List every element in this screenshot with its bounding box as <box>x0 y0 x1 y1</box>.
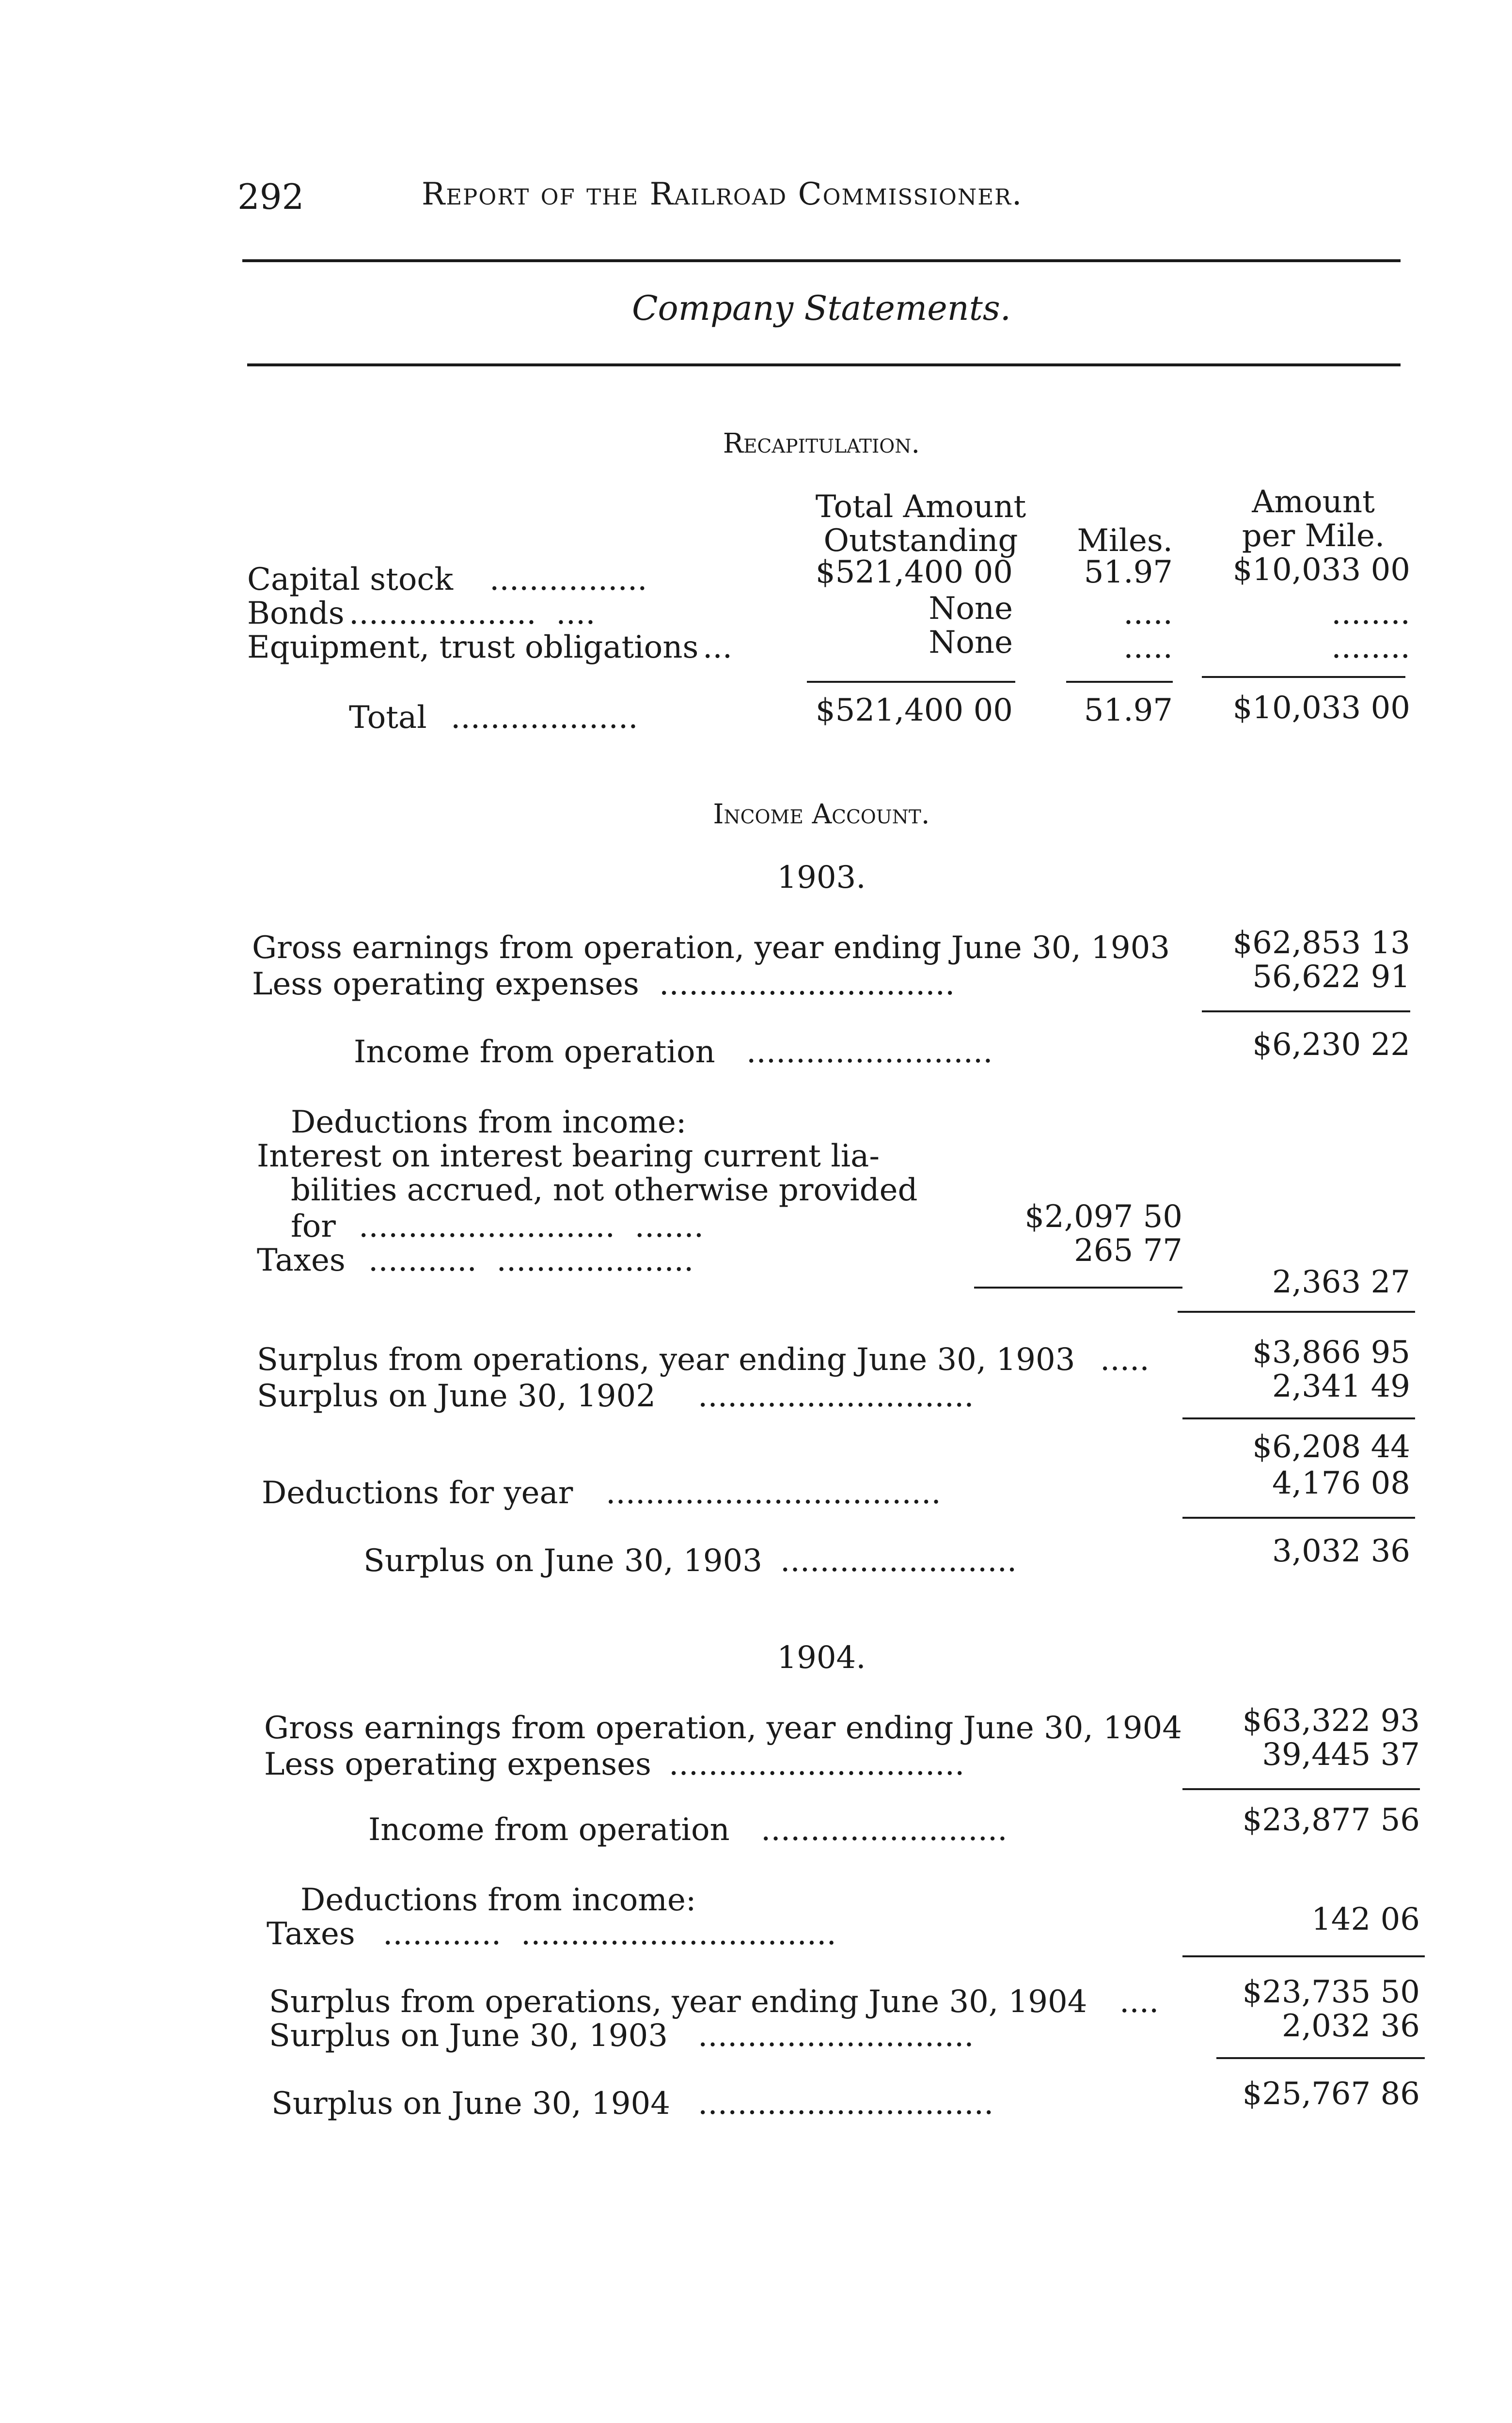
income-from-operation-value: $6,230 22 <box>1252 1027 1410 1063</box>
recap-row-miles: ..... <box>1123 596 1173 631</box>
interest-label-line3: for <box>291 1209 336 1244</box>
leader-dots: .... <box>1119 1984 1159 2020</box>
sum-rule <box>1182 1517 1415 1519</box>
recap-row-label: Equipment, trust obligations <box>247 629 699 665</box>
recap-col-amount-2: per Mile. <box>1242 518 1385 554</box>
leader-dots: ............ ................................ <box>383 1916 836 1952</box>
recap-title: Recapitulation. <box>723 428 920 459</box>
surplus-prior-label: Surplus on June 30, 1903 <box>269 2018 668 2054</box>
gross-earnings-label: Gross earnings from operation, year ending June 30, 1903 <box>252 930 1170 966</box>
recap-col-total-2: Outstanding <box>823 523 1018 559</box>
operating-expenses-label: Less operating expenses <box>252 966 639 1002</box>
header-rule-top <box>242 259 1401 262</box>
sum-rule <box>1216 2057 1425 2059</box>
sum-rule <box>1178 1311 1415 1313</box>
deductions-year-label: Deductions for year <box>262 1475 573 1511</box>
interest-value: $2,097 50 <box>1024 1199 1182 1235</box>
surplus-end-value: 3,032 36 <box>1272 1533 1410 1569</box>
deductions-heading: Deductions from income: <box>300 1882 696 1918</box>
surplus-prior-value: 2,341 49 <box>1272 1369 1410 1404</box>
recap-row-label: Bonds <box>247 596 345 631</box>
surplus-end-label: Surplus on June 30, 1904 <box>271 2086 670 2122</box>
sum-rule <box>1182 1788 1420 1790</box>
surplus-end-value: $25,767 86 <box>1242 2076 1420 2112</box>
operating-expenses-label: Less operating expenses <box>264 1746 651 1782</box>
sum-rule <box>1202 1010 1410 1012</box>
surplus-operations-label: Surplus from operations, year ending June 30, 1903 <box>257 1342 1075 1378</box>
income-title: Income Account. <box>713 799 930 830</box>
surplus-prior-label: Surplus on June 30, 1902 <box>257 1378 656 1414</box>
recap-total-rule <box>1066 681 1173 683</box>
leader-dots: .............................. <box>698 2086 994 2122</box>
recap-col-miles: Miles. <box>1077 523 1173 559</box>
interest-label-line1: Interest on interest bearing current lia- <box>257 1138 880 1174</box>
surplus-operations-label: Surplus from operations, year ending June 30, 1904 <box>269 1984 1087 2020</box>
recap-row-per-mile: ........ <box>1331 596 1410 631</box>
interest-label-line2: bilities accrued, not otherwise provided <box>291 1172 918 1208</box>
sum-rule <box>1182 1417 1415 1419</box>
running-title: Report of the Railroad Commissioner. <box>422 176 1023 212</box>
recap-row-miles: 51.97 <box>1084 554 1173 590</box>
leader-dots: ......................... <box>761 1812 1008 1848</box>
leader-dots: ............................ <box>698 2018 974 2054</box>
recap-total-rule <box>1202 676 1405 678</box>
header-rule-bottom <box>247 363 1401 366</box>
leader-dots: ................ <box>489 562 647 598</box>
leader-dots: .............................. <box>669 1746 965 1782</box>
leader-dots: ..... <box>1100 1342 1150 1378</box>
leader-dots: ........................ <box>780 1543 1017 1579</box>
sum-rule <box>1182 1955 1425 1957</box>
recap-row-total: None <box>929 591 1013 627</box>
deductions-total-value: 2,363 27 <box>1272 1264 1410 1300</box>
leader-dots: .............................. <box>659 966 955 1002</box>
leader-dots: ........... .................... <box>368 1243 694 1278</box>
taxes-label: Taxes <box>267 1916 355 1952</box>
surplus-operations-value: $23,735 50 <box>1242 1974 1420 2010</box>
year-heading: 1903. <box>777 860 866 896</box>
recap-col-total-1: Total Amount <box>815 489 1026 525</box>
recap-total-amount: $521,400 00 <box>815 692 1013 728</box>
deductions-heading: Deductions from income: <box>291 1104 687 1140</box>
taxes-value: 265 77 <box>1074 1233 1182 1269</box>
leader-dots: ............................ <box>698 1378 974 1414</box>
taxes-value: 142 06 <box>1311 1902 1420 1937</box>
page-number: 292 <box>237 176 304 217</box>
recap-row-label: Capital stock <box>247 562 453 598</box>
surplus-prior-value: 2,032 36 <box>1282 2008 1420 2044</box>
recap-total-rule <box>807 681 1015 683</box>
leader-dots: ................... .... <box>349 596 596 631</box>
income-from-operation-value: $23,877 56 <box>1242 1802 1420 1838</box>
recap-row-per-mile: $10,033 00 <box>1232 552 1410 588</box>
operating-expenses-value: 39,445 37 <box>1262 1737 1420 1773</box>
sum-rule <box>974 1287 1182 1289</box>
operating-expenses-value: 56,622 91 <box>1252 959 1410 995</box>
gross-earnings-label: Gross earnings from operation, year ending June 30, 1904 <box>264 1710 1182 1746</box>
recap-row-per-mile: ........ <box>1331 629 1410 665</box>
recap-row-total: None <box>929 625 1013 661</box>
leader-dots: ... <box>703 629 733 665</box>
taxes-label: Taxes <box>257 1243 346 1278</box>
leader-dots: .................................. <box>606 1475 941 1511</box>
surplus-end-label: Surplus on June 30, 1903 <box>363 1543 762 1579</box>
recap-total-miles: 51.97 <box>1084 692 1173 728</box>
gross-earnings-value: $63,322 93 <box>1242 1703 1420 1739</box>
income-from-operation-label: Income from operation <box>368 1812 730 1848</box>
leader-dots: ................... <box>451 700 638 736</box>
year-heading: 1904. <box>777 1640 866 1676</box>
leader-dots: ......................... <box>746 1034 993 1070</box>
recap-row-miles: ..... <box>1123 629 1173 665</box>
recap-col-amount-1: Amount <box>1252 484 1375 520</box>
deductions-year-value: 4,176 08 <box>1272 1465 1410 1501</box>
section-title: Company Statements. <box>631 288 1011 328</box>
recap-total-per-mile: $10,033 00 <box>1232 690 1410 726</box>
recap-row-total: $521,400 00 <box>815 554 1013 590</box>
leader-dots: .......................... ....... <box>359 1209 704 1244</box>
surplus-operations-value: $3,866 95 <box>1252 1335 1410 1370</box>
recap-total-label: Total <box>349 700 427 736</box>
gross-earnings-value: $62,853 13 <box>1232 925 1410 961</box>
income-from-operation-label: Income from operation <box>354 1034 715 1070</box>
subtotal-value: $6,208 44 <box>1252 1429 1410 1465</box>
